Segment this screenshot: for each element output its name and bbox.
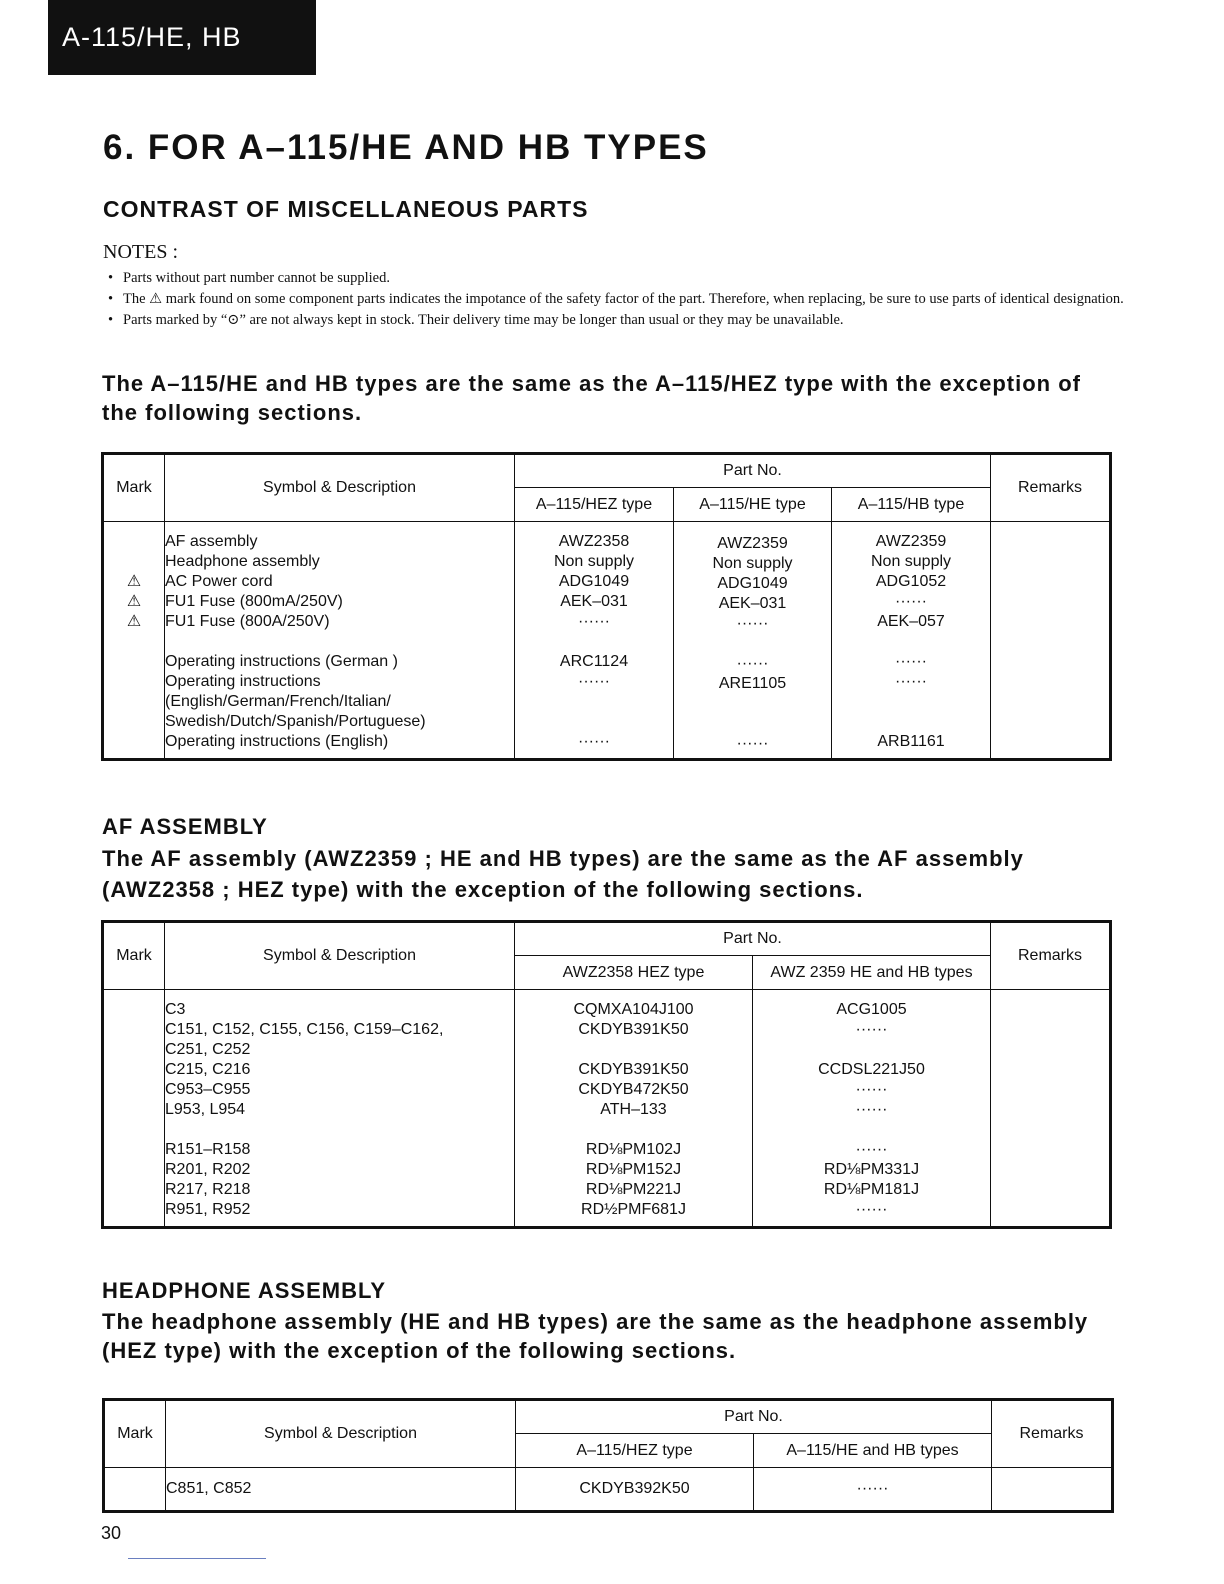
note-item: • Parts without part number cannot be supplied. — [108, 268, 1138, 289]
part-cell — [674, 714, 831, 734]
description-cell: R217, R218 — [165, 1181, 251, 1198]
part-cell: AEK–057 — [877, 613, 945, 630]
part-cell: RD⅛PM152J — [585, 1161, 682, 1178]
part-cell: ADG1049 — [717, 575, 788, 592]
header-mark: Mark — [103, 454, 165, 522]
mark-cell — [104, 1468, 166, 1512]
notes-label: NOTES : — [103, 241, 178, 263]
description-cell: FU1 Fuse (800A/250V) — [165, 613, 330, 630]
part-cell — [753, 1040, 990, 1060]
part-cell: Non supply — [553, 553, 635, 570]
af-assembly-table — [101, 920, 1112, 1229]
description-column — [165, 522, 515, 760]
part-cell — [515, 692, 673, 712]
description-cell: R201, R202 — [165, 1161, 251, 1178]
header-col-he-hb: AWZ 2359 HE and HB types — [753, 956, 991, 990]
part-cell: ······ — [736, 735, 769, 752]
header-remarks: Remarks — [991, 454, 1111, 522]
part-cell: ······ — [578, 673, 610, 690]
header-description: Symbol & Description — [165, 454, 515, 522]
part-column-hb — [832, 522, 991, 760]
header-col-hb: A–115/HB type — [832, 488, 991, 522]
misc-parts-table — [101, 452, 1112, 761]
part-cell: CKDYB392K50 — [516, 1468, 754, 1512]
part-cell: ······ — [855, 1081, 888, 1098]
header-mark: Mark — [104, 1400, 166, 1468]
headphone-assembly-table — [102, 1398, 1114, 1513]
header-description: Symbol & Description — [166, 1400, 516, 1468]
part-cell: RD⅛PM102J — [585, 1141, 682, 1158]
header-col-hez: AWZ2358 HEZ type — [515, 956, 753, 990]
part-cell: ······ — [855, 1141, 888, 1158]
remarks-cell — [991, 990, 1111, 1228]
mark-column — [103, 522, 165, 760]
part-cell: RD⅛PM221J — [585, 1181, 682, 1198]
description-cell: C215, C216 — [165, 1061, 251, 1078]
description-cell: C151, C152, C155, C156, C159–C162, — [165, 1021, 444, 1038]
notes-list — [108, 268, 1138, 331]
part-cell: ······ — [754, 1468, 992, 1512]
part-cell: ······ — [736, 655, 769, 672]
header-part-no: Part No. — [515, 454, 991, 488]
warning-icon: ⚠ — [126, 573, 142, 590]
part-cell: RD⅛PM331J — [823, 1161, 920, 1178]
header-part-no: Part No. — [515, 922, 991, 956]
part-cell: Non supply — [712, 555, 793, 572]
part-cell — [674, 694, 831, 714]
description-cell: Headphone assembly — [165, 553, 320, 570]
page-title: 6. FOR A–115/HE AND HB TYPES — [103, 128, 709, 167]
part-cell: ······ — [855, 1021, 888, 1038]
headphone-assembly-heading: HEADPHONE ASSEMBLY — [102, 1278, 387, 1303]
description-cell: Operating instructions (English) — [165, 733, 389, 750]
remarks-cell — [992, 1468, 1113, 1512]
description-cell: L953, L954 — [165, 1101, 246, 1118]
part-cell: ARE1105 — [718, 675, 787, 692]
part-cell: CKDYB391K50 — [578, 1021, 689, 1038]
description-cell: R951, R952 — [165, 1201, 251, 1218]
description-cell: AF assembly — [165, 533, 258, 550]
part-cell: AEK–031 — [560, 593, 628, 610]
part-cell: CKDYB472K50 — [578, 1081, 689, 1098]
footer-divider — [128, 1558, 266, 1559]
mark-cell — [104, 552, 164, 572]
description-cell: Swedish/Dutch/Spanish/Portuguese) — [165, 713, 426, 730]
part-cell: ······ — [855, 1101, 888, 1118]
af-assembly-text: The AF assembly (AWZ2359 ; HE and HB types) are the same as the AF assembly (AWZ2358 ; HEZ type) with the exception of the following sections. — [102, 846, 1024, 902]
description-cell — [165, 632, 514, 652]
header-col-hez: A–115/HEZ type — [516, 1434, 754, 1468]
part-cell — [515, 1040, 752, 1060]
part-column-hez — [515, 522, 674, 760]
part-column-he — [674, 522, 832, 760]
page-number: 30 — [101, 1523, 122, 1543]
part-cell: CCDSL221J50 — [818, 1061, 925, 1078]
part-cell: CQMXA104J100 — [573, 1001, 694, 1018]
mark-column — [103, 990, 165, 1228]
header-description: Symbol & Description — [165, 922, 515, 990]
part-cell: Non supply — [870, 553, 952, 570]
part-cell — [515, 632, 673, 652]
description-cell — [165, 1120, 514, 1140]
header-col-hez: A–115/HEZ type — [515, 488, 674, 522]
part-cell: RD⅛PM181J — [823, 1181, 920, 1198]
description-cell: Operating instructions (German ) — [165, 653, 398, 670]
part-cell — [515, 712, 673, 732]
remarks-cell — [991, 522, 1111, 760]
part-cell: ······ — [895, 673, 927, 690]
part-cell — [753, 1120, 990, 1140]
part-cell: ······ — [895, 653, 927, 670]
part-cell: ARB1161 — [877, 733, 945, 750]
header-remarks: Remarks — [991, 922, 1111, 990]
note-item: • Parts marked by “⊙” are not always kept in stock. Their delivery time may be longer than usual or they may be unavailable. — [108, 310, 1138, 331]
description-cell: C851, C852 — [166, 1468, 516, 1512]
header-part-no: Part No. — [516, 1400, 992, 1434]
part-cell: AWZ2358 — [558, 533, 630, 550]
part-cell: ADG1052 — [875, 573, 947, 590]
part-column-he-hb — [753, 990, 991, 1228]
part-cell: ······ — [855, 1201, 888, 1218]
part-cell: RD½PMF681J — [581, 1201, 686, 1218]
part-cell: ······ — [736, 615, 769, 632]
header-tab — [48, 0, 316, 75]
part-cell — [674, 634, 831, 654]
part-cell: ACG1005 — [836, 1001, 907, 1018]
intro-text: The A–115/HE and HB types are the same as the A–115/HEZ type with the exception of the following sections. — [102, 371, 1081, 425]
description-cell: C251, C252 — [165, 1041, 251, 1058]
note-item: • The ⚠ mark found on some component parts indicates the impotance of the safety factor of the part. Therefore, when replacing, be sure to use parts of identical designation. — [108, 289, 1138, 310]
part-cell: ATH–133 — [600, 1101, 667, 1118]
part-cell: ARC1124 — [559, 653, 629, 670]
part-cell: AEK–031 — [718, 595, 787, 612]
part-cell — [515, 1120, 752, 1140]
headphone-assembly-text: The headphone assembly (HE and HB types) are the same as the headphone assembly (HEZ type) with the exception of the following sections. — [102, 1309, 1089, 1363]
part-cell: ······ — [895, 593, 927, 610]
description-cell: (English/German/French/Italian/ — [165, 693, 391, 710]
part-cell: AWZ2359 — [717, 535, 788, 552]
description-cell: FU1 Fuse (800mA/250V) — [165, 593, 343, 610]
af-assembly-heading: AF ASSEMBLY — [102, 814, 268, 839]
header-mark: Mark — [103, 922, 165, 990]
description-cell: Operating instructions — [165, 673, 321, 690]
part-cell — [832, 692, 990, 712]
part-cell: ······ — [578, 613, 610, 630]
part-cell: ADG1049 — [558, 573, 630, 590]
part-cell — [832, 632, 990, 652]
part-cell: ······ — [578, 733, 610, 750]
header-tab-label: A-115/HE, HB — [62, 22, 242, 52]
part-cell: CKDYB391K50 — [578, 1061, 689, 1078]
part-cell: AWZ2359 — [875, 533, 947, 550]
warning-icon: ⚠ — [126, 593, 142, 610]
description-cell: R151–R158 — [165, 1141, 251, 1158]
header-remarks: Remarks — [992, 1400, 1113, 1468]
part-column-hez — [515, 990, 753, 1228]
header-col-he: A–115/HE type — [674, 488, 832, 522]
description-cell: C3 — [165, 1001, 186, 1018]
description-cell: AC Power cord — [165, 573, 273, 590]
section-subtitle: CONTRAST OF MISCELLANEOUS PARTS — [103, 196, 589, 222]
part-cell — [832, 712, 990, 732]
description-cell: C953–C955 — [165, 1081, 251, 1098]
mark-cell — [104, 532, 164, 552]
header-col-he-hb: A–115/HE and HB types — [754, 1434, 992, 1468]
description-column — [165, 990, 515, 1228]
warning-icon: ⚠ — [126, 613, 142, 630]
